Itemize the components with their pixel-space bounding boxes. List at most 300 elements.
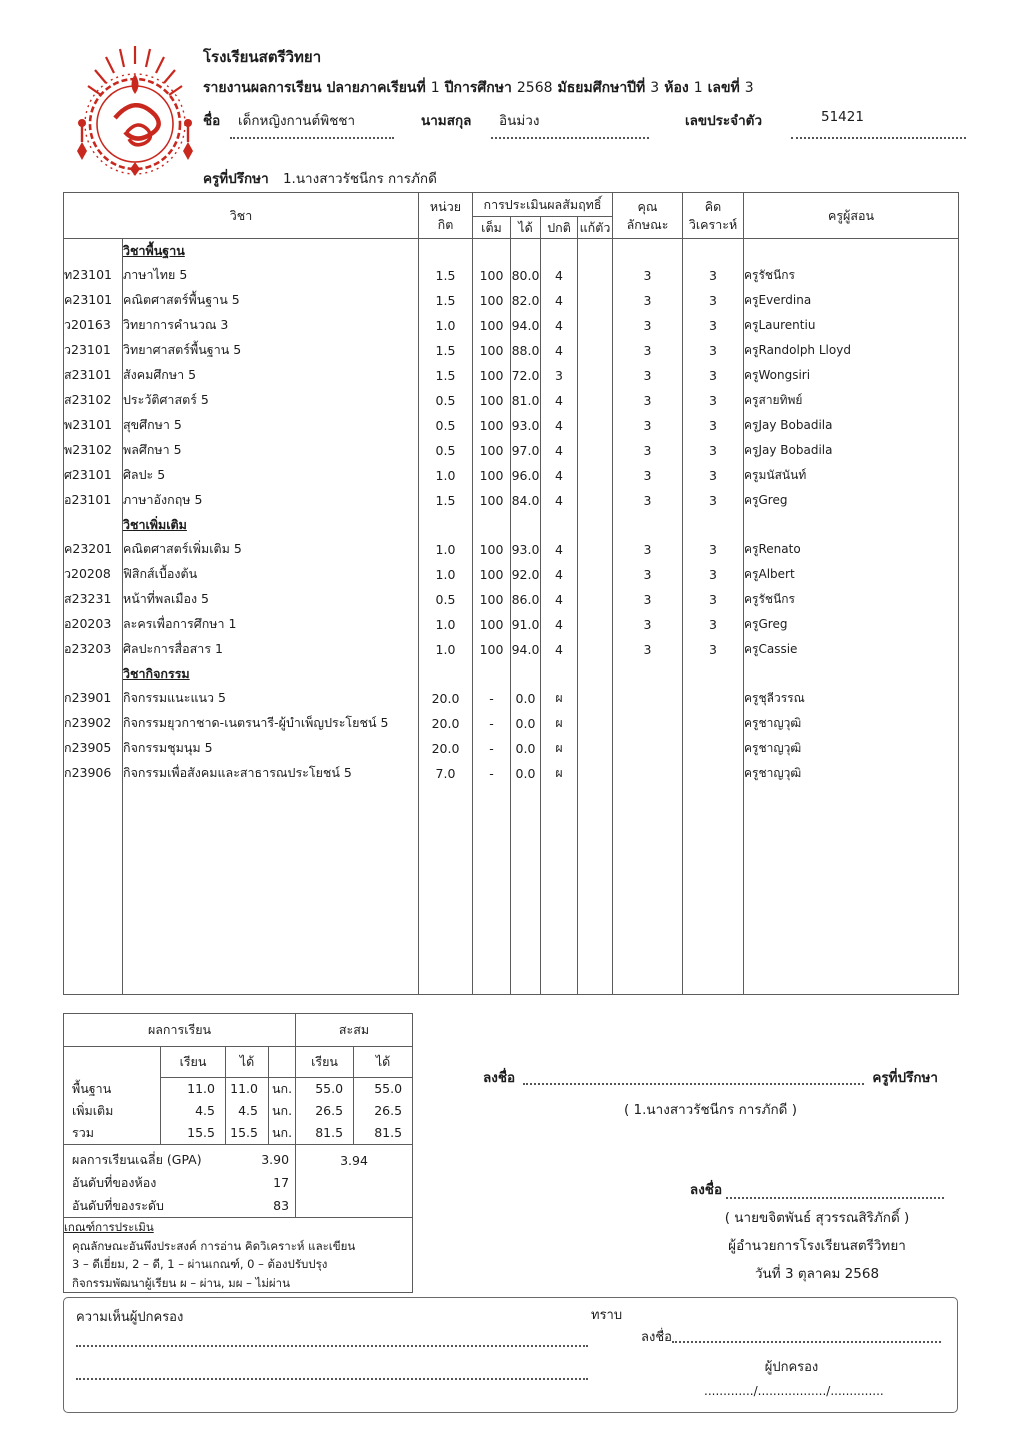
credit-value: 20.0 xyxy=(419,711,473,736)
filler-cell xyxy=(123,786,419,995)
got-score: 94.0 xyxy=(511,313,541,338)
blank-cell xyxy=(473,239,511,263)
subject-name: คณิตศาสตร์เพิ่มเติม 5 xyxy=(123,537,419,562)
filler-cell xyxy=(541,786,578,995)
got-score: 82.0 xyxy=(511,288,541,313)
subject-row xyxy=(64,313,959,338)
grade-value: ผ xyxy=(541,761,578,786)
think-score: 3 xyxy=(683,587,744,612)
full-score: 100 xyxy=(473,637,511,662)
grade-value: 4 xyxy=(541,587,578,612)
retake-value xyxy=(578,413,613,438)
teacher-name: ครูชาญวุฒิ xyxy=(744,740,802,755)
subject-code: อ20203 xyxy=(64,612,123,637)
retake-value xyxy=(578,537,613,562)
credit-value: 1.5 xyxy=(419,338,473,363)
summary-row-labels: พื้นฐาน เพิ่มเติม รวม xyxy=(64,1078,161,1145)
subject-name: กิจกรรมชุมนุม 5 xyxy=(123,736,419,761)
subject-name: วิทยาการคำนวณ 3 xyxy=(123,313,419,338)
parent-comment-line-2 xyxy=(76,1377,588,1380)
trait-score: 3 xyxy=(613,263,683,288)
full-score: 100 xyxy=(473,313,511,338)
got-score: 80.0 xyxy=(511,263,541,288)
grade-table-body xyxy=(64,239,959,995)
subject-name: สุขศึกษา 5 xyxy=(123,413,419,438)
trait-score: 3 xyxy=(613,637,683,662)
trait-score xyxy=(613,761,683,786)
retake-value xyxy=(578,363,613,388)
grade-value: 4 xyxy=(541,338,578,363)
filler-cell xyxy=(744,786,959,995)
summary-accum-header: สะสม xyxy=(296,1014,413,1047)
parent-sign-label: ลงชื่อ xyxy=(641,1330,672,1345)
got-score: 86.0 xyxy=(511,587,541,612)
col-header-full: เต็ม xyxy=(473,217,511,239)
teacher-name: ครูสายทิพย์ xyxy=(744,392,803,407)
grade-value: ผ xyxy=(541,686,578,711)
subject-name: วิทยาศาสตร์พื้นฐาน 5 xyxy=(123,338,419,363)
blank-cell xyxy=(744,513,959,537)
parent-sign-row xyxy=(641,1326,941,1347)
got-score: 81.0 xyxy=(511,388,541,413)
trait-score: 3 xyxy=(613,313,683,338)
section-code-blank xyxy=(64,513,123,537)
blank-cell xyxy=(419,662,473,686)
report-title: รายงานผลการเรียน ปลายภาคเรียนที่ 1 ปีการศึกษา 2568 มัธยมศึกษาปีที่ 3 ห้อง 1 เลขที่ 3 xyxy=(203,80,754,96)
name-field: เด็กหญิงกานต์พิชชา xyxy=(230,109,394,139)
teacher-name: ครูGreg xyxy=(744,616,788,631)
gpa-accum-cell xyxy=(296,1145,413,1218)
trait-score: 3 xyxy=(613,488,683,513)
think-score: 3 xyxy=(683,438,744,463)
director-name: ( นายขจิตพันธ์ สุวรรณสิริภักดิ์ ) xyxy=(724,1210,910,1226)
full-score: 100 xyxy=(473,587,511,612)
section-code-blank xyxy=(64,662,123,686)
section-heading-row xyxy=(64,513,959,537)
advisor-signature-line xyxy=(523,1068,864,1085)
parent-role-label: ผู้ปกครอง xyxy=(764,1360,819,1375)
blank-cell xyxy=(541,239,578,263)
full-score: - xyxy=(473,761,511,786)
trait-score: 3 xyxy=(613,338,683,363)
subject-code: ว23101 xyxy=(64,338,123,363)
grade-value: 4 xyxy=(541,612,578,637)
subject-row xyxy=(64,388,959,413)
retake-value xyxy=(578,736,613,761)
blank-cell xyxy=(511,662,541,686)
think-score: 3 xyxy=(683,612,744,637)
subject-row xyxy=(64,263,959,288)
teacher-name: ครูWongsiri xyxy=(744,367,811,382)
think-score: 3 xyxy=(683,288,744,313)
filler-cell xyxy=(419,786,473,995)
teacher-name: ครูมนัสนันท์ xyxy=(744,467,807,482)
subject-code: ค23201 xyxy=(64,537,123,562)
advisor-signature-name: ( 1.นางสาวรัชนีกร การภักดี ) xyxy=(623,1102,797,1118)
section-heading-row xyxy=(64,662,959,686)
subject-row xyxy=(64,463,959,488)
report-date: วันที่ 3 ตุลาคม 2568 xyxy=(754,1266,880,1282)
subject-row xyxy=(64,761,959,786)
got-score: 93.0 xyxy=(511,413,541,438)
subject-row xyxy=(64,438,959,463)
summary-table xyxy=(63,1013,413,1293)
director-signature-block xyxy=(664,1176,970,1288)
advisor-role: ครูที่ปรึกษา xyxy=(872,1070,938,1086)
subject-name: กิจกรรมแนะแนว 5 xyxy=(123,686,419,711)
subject-row xyxy=(64,537,959,562)
think-score: 3 xyxy=(683,363,744,388)
grade-value: 3 xyxy=(541,363,578,388)
teacher-name: ครูEverdina xyxy=(744,292,812,307)
full-score: 100 xyxy=(473,263,511,288)
subject-row xyxy=(64,413,959,438)
credit-value: 1.5 xyxy=(419,363,473,388)
think-score: 3 xyxy=(683,562,744,587)
got-score: 97.0 xyxy=(511,438,541,463)
student-id-field: 51421 xyxy=(791,109,966,139)
parent-section-box xyxy=(63,1297,958,1413)
full-score: 100 xyxy=(473,488,511,513)
got-score: 84.0 xyxy=(511,488,541,513)
summary-enroll-values: 11.0 4.5 15.5 xyxy=(161,1078,226,1145)
credit-value: 1.0 xyxy=(419,637,473,662)
subject-name: หน้าที่พลเมือง 5 xyxy=(123,587,419,612)
trait-score: 3 xyxy=(613,438,683,463)
think-score: 3 xyxy=(683,313,744,338)
criteria-title: เกณฑ์การประเมิน xyxy=(64,1220,154,1234)
school-logo xyxy=(72,40,198,178)
col-header-think: คิด วิเคราะห์ xyxy=(683,193,744,239)
trait-score: 3 xyxy=(613,288,683,313)
full-score: 100 xyxy=(473,363,511,388)
subject-code: ก23906 xyxy=(64,761,123,786)
credit-value: 1.5 xyxy=(419,488,473,513)
subject-code: ส23102 xyxy=(64,388,123,413)
subject-row xyxy=(64,711,959,736)
trait-score: 3 xyxy=(613,587,683,612)
blank-cell xyxy=(744,239,959,263)
student-id-label: เลขประจำตัว xyxy=(685,113,763,129)
think-score: 3 xyxy=(683,388,744,413)
blank-cell xyxy=(511,239,541,263)
got-score: 0.0 xyxy=(511,711,541,736)
trait-score: 3 xyxy=(613,363,683,388)
blank-cell xyxy=(613,662,683,686)
filler-cell xyxy=(578,786,613,995)
grade-value: 4 xyxy=(541,313,578,338)
section-code-blank xyxy=(64,239,123,263)
grade-value: ผ xyxy=(541,736,578,761)
retake-value xyxy=(578,686,613,711)
summary-acc-got-values: 55.0 26.5 81.5 xyxy=(354,1078,413,1145)
credit-value: 7.0 xyxy=(419,761,473,786)
room-rank-label: อันดับที่ของห้อง xyxy=(72,1175,157,1190)
retake-value xyxy=(578,263,613,288)
teacher-name: ครูชาญวุฒิ xyxy=(744,715,802,730)
full-score: 100 xyxy=(473,562,511,587)
subject-name: พลศึกษา 5 xyxy=(123,438,419,463)
credit-value: 1.5 xyxy=(419,288,473,313)
subject-row xyxy=(64,637,959,662)
student-identity-line xyxy=(203,109,963,155)
summary-blank xyxy=(64,1047,161,1078)
full-score: 100 xyxy=(473,388,511,413)
teacher-name: ครูRenato xyxy=(744,541,801,556)
think-score: 3 xyxy=(683,488,744,513)
think-score: 3 xyxy=(683,263,744,288)
gpa-label: ผลการเรียนเฉลี่ย (GPA) xyxy=(72,1152,202,1167)
grade-value: 4 xyxy=(541,637,578,662)
grade-value: 4 xyxy=(541,288,578,313)
full-score: 100 xyxy=(473,537,511,562)
trait-score: 3 xyxy=(613,612,683,637)
summary-col-enroll: เรียน xyxy=(161,1047,226,1078)
parent-comment-line-1 xyxy=(76,1344,588,1347)
subject-row xyxy=(64,612,959,637)
blank-cell xyxy=(683,513,744,537)
credit-value: 0.5 xyxy=(419,413,473,438)
subject-code: อ23203 xyxy=(64,637,123,662)
teacher-name: ครูJay Bobadila xyxy=(744,442,833,457)
parent-date-line: ............./................../.............. xyxy=(704,1384,884,1398)
subject-code: ว20163 xyxy=(64,313,123,338)
subject-row xyxy=(64,686,959,711)
subject-row xyxy=(64,488,959,513)
section-title: วิชาเพิ่มเติม xyxy=(123,513,419,537)
summary-col-got: ได้ xyxy=(226,1047,269,1078)
subject-row xyxy=(64,363,959,388)
parent-comment-label: ความเห็นผู้ปกครอง xyxy=(76,1310,184,1325)
retake-value xyxy=(578,288,613,313)
think-score xyxy=(683,761,744,786)
trait-score xyxy=(613,711,683,736)
subject-code: ส23101 xyxy=(64,363,123,388)
col-header-credit: หน่วย กิต xyxy=(419,193,473,239)
level-rank-value: 83 xyxy=(273,1198,290,1213)
trait-score xyxy=(613,686,683,711)
full-score: 100 xyxy=(473,338,511,363)
got-score: 92.0 xyxy=(511,562,541,587)
think-score xyxy=(683,686,744,711)
summary-got-values: 11.0 4.5 15.5 xyxy=(226,1078,269,1145)
think-score xyxy=(683,736,744,761)
credit-value: 1.5 xyxy=(419,263,473,288)
teacher-name: ครูรัชนีกร xyxy=(744,591,795,606)
report-header xyxy=(203,46,963,189)
trait-score: 3 xyxy=(613,413,683,438)
director-role: ผู้อำนวยการโรงเรียนสตรีวิทยา xyxy=(728,1238,906,1254)
blank-cell xyxy=(511,513,541,537)
filler-cell xyxy=(473,786,511,995)
subject-name: ละครเพื่อการศึกษา 1 xyxy=(123,612,419,637)
retake-value xyxy=(578,388,613,413)
got-score: 91.0 xyxy=(511,612,541,637)
credit-value: 1.0 xyxy=(419,612,473,637)
subject-row xyxy=(64,338,959,363)
blank-cell xyxy=(613,239,683,263)
advisor-sign-label: ลงชื่อ xyxy=(483,1070,516,1086)
credit-value: 1.0 xyxy=(419,537,473,562)
grade-value: 4 xyxy=(541,562,578,587)
retake-value xyxy=(578,438,613,463)
credit-value: 0.5 xyxy=(419,388,473,413)
grade-value: 4 xyxy=(541,413,578,438)
blank-cell xyxy=(419,239,473,263)
retake-value xyxy=(578,612,613,637)
filler-cell xyxy=(511,786,541,995)
teacher-name: ครูชุลีวรรณ xyxy=(744,690,805,705)
blank-cell xyxy=(473,513,511,537)
parent-signature-line xyxy=(672,1340,941,1343)
full-score: 100 xyxy=(473,612,511,637)
credit-value: 1.0 xyxy=(419,562,473,587)
think-score xyxy=(683,711,744,736)
subject-row xyxy=(64,587,959,612)
section-title: วิชาพื้นฐาน xyxy=(123,239,419,263)
grade-value: ผ xyxy=(541,711,578,736)
full-score: 100 xyxy=(473,288,511,313)
got-score: 94.0 xyxy=(511,637,541,662)
col-header-retake: แก้ตัว xyxy=(578,217,613,239)
director-signature-line xyxy=(726,1182,944,1199)
col-header-got: ได้ xyxy=(511,217,541,239)
subject-name: กิจกรรมเพื่อสังคมและสาธารณประโยชน์ 5 xyxy=(123,761,419,786)
full-score: - xyxy=(473,686,511,711)
subject-name: ศิลปะการสื่อสาร 1 xyxy=(123,637,419,662)
grade-value: 4 xyxy=(541,438,578,463)
teacher-name: ครูRandolph Lloyd xyxy=(744,342,851,357)
think-score: 3 xyxy=(683,463,744,488)
acknowledge-label: ทราบ xyxy=(591,1308,623,1323)
subject-row xyxy=(64,736,959,761)
surname-label: นามสกุล xyxy=(421,113,472,129)
full-score: 100 xyxy=(473,413,511,438)
blank-cell xyxy=(613,513,683,537)
teacher-name: ครูLaurentiu xyxy=(744,317,816,332)
blank-cell xyxy=(683,662,744,686)
credit-value: 0.5 xyxy=(419,587,473,612)
think-score: 3 xyxy=(683,637,744,662)
name-label: ชื่อ xyxy=(203,113,221,129)
summary-acc-col-enroll: เรียน xyxy=(296,1047,354,1078)
credit-value: 20.0 xyxy=(419,686,473,711)
full-score: 100 xyxy=(473,463,511,488)
school-name: โรงเรียนสตรีวิทยา xyxy=(203,48,322,66)
blank-cell xyxy=(541,513,578,537)
room-rank-value: 17 xyxy=(273,1175,290,1190)
subject-code: ว20208 xyxy=(64,562,123,587)
got-score: 0.0 xyxy=(511,736,541,761)
section-title: วิชากิจกรรม xyxy=(123,662,419,686)
subject-row xyxy=(64,288,959,313)
retake-value xyxy=(578,761,613,786)
blank-cell xyxy=(541,662,578,686)
got-score: 93.0 xyxy=(511,537,541,562)
trait-score: 3 xyxy=(613,562,683,587)
subject-name: คณิตศาสตร์พื้นฐาน 5 xyxy=(123,288,419,313)
subject-code: ก23902 xyxy=(64,711,123,736)
think-score: 3 xyxy=(683,413,744,438)
teacher-name: ครูCassie xyxy=(744,641,798,656)
gpa-value: 3.90 xyxy=(261,1152,290,1167)
grade-value: 4 xyxy=(541,263,578,288)
col-header-subject: วิชา xyxy=(64,193,419,239)
gpa-accum-value: 3.94 xyxy=(340,1153,368,1168)
level-rank-label: อันดับที่ของระดับ xyxy=(72,1198,164,1213)
retake-value xyxy=(578,338,613,363)
blank-cell xyxy=(578,662,613,686)
grade-value: 4 xyxy=(541,388,578,413)
got-score: 88.0 xyxy=(511,338,541,363)
summary-acc-enroll-values: 55.0 26.5 81.5 xyxy=(296,1078,354,1145)
subject-name: ประวัติศาสตร์ 5 xyxy=(123,388,419,413)
surname-field: อินม่วง xyxy=(491,109,649,139)
col-header-teacher: ครูผู้สอน xyxy=(744,193,959,239)
subject-code: ท23101 xyxy=(64,263,123,288)
retake-value xyxy=(578,711,613,736)
summary-unit-labels: นก. นก. นก. xyxy=(269,1078,296,1145)
grade-value: 4 xyxy=(541,463,578,488)
subject-name: ภาษาอังกฤษ 5 xyxy=(123,488,419,513)
blank-cell xyxy=(683,239,744,263)
blank-cell xyxy=(578,239,613,263)
subject-code: ศ23101 xyxy=(64,463,123,488)
criteria-block: เกณฑ์การประเมิน คุณลักษณะอันพึงประสงค์ การอ่าน คิดวิเคราะห์ และเขียน 3 – ดีเยี่ยม, 2 – ดี, 1 – ผ่านเกณฑ์, 0 – ต้องปรับปรุง กิจกรรมพัฒนาผู้เรียน ผ – ผ่าน, มผ – ไม่ผ่าน xyxy=(64,1218,413,1293)
grade-value: 4 xyxy=(541,537,578,562)
grade-value: 4 xyxy=(541,488,578,513)
retake-value xyxy=(578,488,613,513)
subject-name: กิจกรรมยุวกาชาด-เนตรนารี-ผู้บำเพ็ญประโยชน์ 5 xyxy=(123,711,419,736)
retake-value xyxy=(578,587,613,612)
subject-name: ศิลปะ 5 xyxy=(123,463,419,488)
credit-value: 20.0 xyxy=(419,736,473,761)
got-score: 96.0 xyxy=(511,463,541,488)
filler-row xyxy=(64,786,959,995)
gpa-block xyxy=(64,1145,296,1218)
trait-score: 3 xyxy=(613,463,683,488)
col-header-assessment: การประเมินผลสัมฤทธิ์ xyxy=(473,193,613,217)
filler-cell xyxy=(683,786,744,995)
subject-name: สังคมศึกษา 5 xyxy=(123,363,419,388)
retake-value xyxy=(578,637,613,662)
teacher-name: ครูชาญวุฒิ xyxy=(744,765,802,780)
subject-name: ภาษาไทย 5 xyxy=(123,263,419,288)
full-score: - xyxy=(473,711,511,736)
got-score: 0.0 xyxy=(511,686,541,711)
director-sign-label: ลงชื่อ xyxy=(689,1182,723,1198)
blank-cell xyxy=(744,662,959,686)
think-score: 3 xyxy=(683,537,744,562)
section-heading-row xyxy=(64,239,959,263)
subject-code: ส23231 xyxy=(64,587,123,612)
retake-value xyxy=(578,313,613,338)
teacher-name: ครูAlbert xyxy=(744,566,795,581)
subject-code: ก23901 xyxy=(64,686,123,711)
subject-row xyxy=(64,562,959,587)
teacher-name: ครูรัชนีกร xyxy=(744,267,795,282)
subject-name: ฟิสิกส์เบื้องต้น xyxy=(123,562,419,587)
full-score: 100 xyxy=(473,438,511,463)
trait-score: 3 xyxy=(613,537,683,562)
summary-acc-col-got: ได้ xyxy=(354,1047,413,1078)
col-header-normal: ปกติ xyxy=(541,217,578,239)
retake-value xyxy=(578,463,613,488)
summary-result-header: ผลการเรียน xyxy=(64,1014,296,1047)
think-score: 3 xyxy=(683,338,744,363)
blank-cell xyxy=(419,513,473,537)
credit-value: 0.5 xyxy=(419,438,473,463)
